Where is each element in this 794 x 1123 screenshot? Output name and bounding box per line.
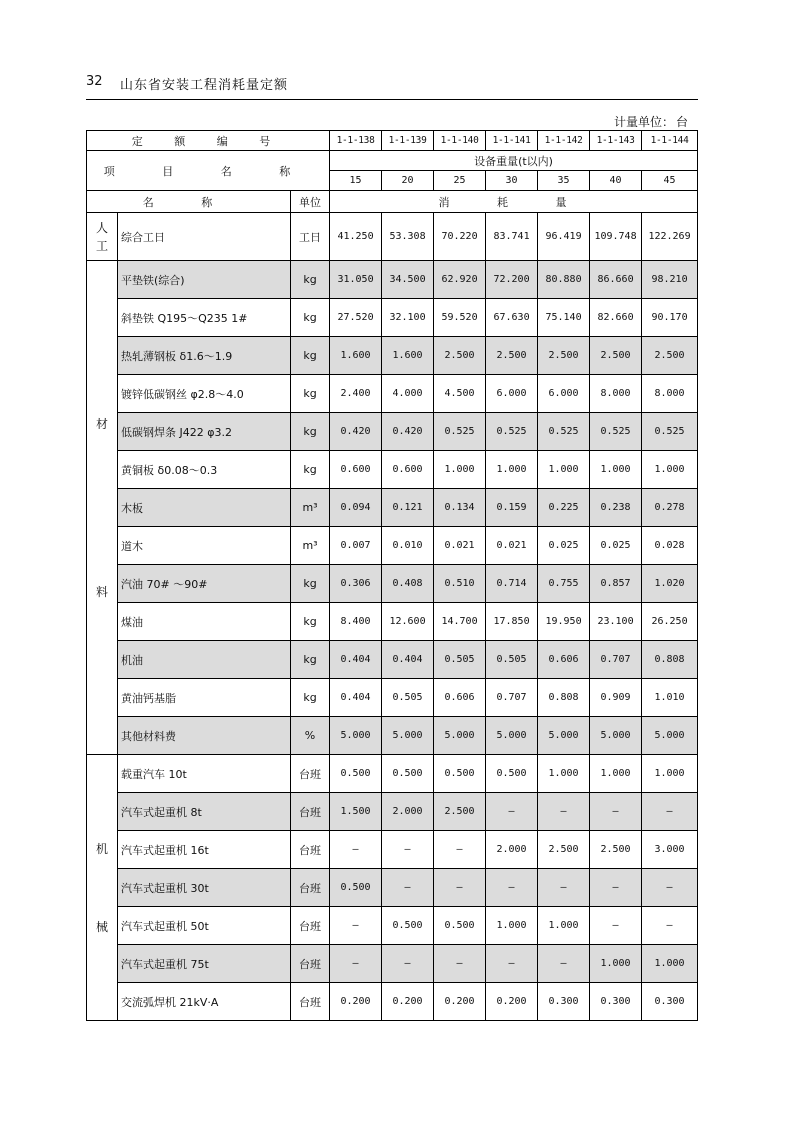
consumption-value: 122.269 <box>642 213 698 261</box>
consumption-value: 0.134 <box>434 489 486 527</box>
consumption-value: 96.419 <box>538 213 590 261</box>
consumption-header: 消 耗 量 <box>330 191 698 213</box>
consumption-value: — <box>434 869 486 907</box>
consumption-value: 1.500 <box>330 793 382 831</box>
consumption-value: 5.000 <box>486 717 538 755</box>
consumption-value: 0.225 <box>538 489 590 527</box>
unit-column-header: 单位 <box>291 191 330 213</box>
consumption-value: — <box>590 793 642 831</box>
book-title: 山东省安装工程消耗量定额 <box>120 78 289 93</box>
consumption-value: — <box>642 869 698 907</box>
consumption-value: 5.000 <box>538 717 590 755</box>
consumption-value: 8.000 <box>590 375 642 413</box>
consumption-value: 1.020 <box>642 565 698 603</box>
consumption-value: 1.000 <box>538 755 590 793</box>
resource-name: 机油 <box>118 641 291 679</box>
resource-unit: kg <box>291 603 330 641</box>
resource-name: 斜垫铁 Q195～Q235 1# <box>118 299 291 337</box>
consumption-value: 4.500 <box>434 375 486 413</box>
consumption-value: 0.300 <box>642 983 698 1021</box>
table-row <box>87 907 698 945</box>
resource-name: 汽车式起重机 30t <box>118 869 291 907</box>
resource-name: 汽车式起重机 75t <box>118 945 291 983</box>
resource-unit: 台班 <box>291 907 330 945</box>
resource-unit: m³ <box>291 527 330 565</box>
consumption-value: 0.505 <box>382 679 434 717</box>
consumption-value: 32.100 <box>382 299 434 337</box>
resource-unit: kg <box>291 299 330 337</box>
consumption-value: 75.140 <box>538 299 590 337</box>
machinery-category-char: 机 <box>95 841 108 856</box>
consumption-value: 1.000 <box>642 451 698 489</box>
consumption-value: 0.238 <box>590 489 642 527</box>
consumption-value: 2.500 <box>434 337 486 375</box>
resource-name: 煤油 <box>118 603 291 641</box>
quota-code: 1-1-138 <box>330 131 382 151</box>
consumption-value: 0.404 <box>330 641 382 679</box>
consumption-value: 0.021 <box>486 527 538 565</box>
consumption-value: 31.050 <box>330 261 382 299</box>
page-number: 32 <box>86 74 103 89</box>
consumption-value: 62.920 <box>434 261 486 299</box>
resource-name: 载重汽车 10t <box>118 755 291 793</box>
resource-name: 道木 <box>118 527 291 565</box>
consumption-value: 6.000 <box>538 375 590 413</box>
quota-code: 1-1-143 <box>590 131 642 151</box>
consumption-value: 0.500 <box>330 869 382 907</box>
consumption-value: 1.000 <box>486 907 538 945</box>
unit-label: 计量单位： <box>613 115 674 129</box>
consumption-value: — <box>486 945 538 983</box>
resource-unit: % <box>291 717 330 755</box>
consumption-value: 0.707 <box>590 641 642 679</box>
consumption-value: 72.200 <box>486 261 538 299</box>
resource-name: 汽油 70# ～90# <box>118 565 291 603</box>
consumption-value: — <box>382 869 434 907</box>
consumption-value: 0.408 <box>382 565 434 603</box>
consumption-value: 0.505 <box>434 641 486 679</box>
resource-unit: kg <box>291 375 330 413</box>
consumption-value: 67.630 <box>486 299 538 337</box>
consumption-value: 53.308 <box>382 213 434 261</box>
resource-unit: 台班 <box>291 869 330 907</box>
resource-unit: kg <box>291 451 330 489</box>
consumption-value: 2.400 <box>330 375 382 413</box>
table-row <box>87 565 698 603</box>
consumption-value: 0.500 <box>382 907 434 945</box>
consumption-value: 90.170 <box>642 299 698 337</box>
consumption-value: 0.028 <box>642 527 698 565</box>
consumption-value: 27.520 <box>330 299 382 337</box>
consumption-value: 0.200 <box>434 983 486 1021</box>
quota-code: 1-1-142 <box>538 131 590 151</box>
consumption-value: 1.000 <box>590 755 642 793</box>
consumption-value: 0.714 <box>486 565 538 603</box>
resource-unit: 台班 <box>291 793 330 831</box>
consumption-value: 0.525 <box>486 413 538 451</box>
consumption-value: 1.010 <box>642 679 698 717</box>
consumption-value: 0.159 <box>486 489 538 527</box>
table-row <box>87 261 698 299</box>
resource-unit: m³ <box>291 489 330 527</box>
consumption-value: 0.755 <box>538 565 590 603</box>
consumption-value: 98.210 <box>642 261 698 299</box>
consumption-value: — <box>538 869 590 907</box>
material-category <box>87 261 118 755</box>
consumption-value: 83.741 <box>486 213 538 261</box>
table-row <box>87 375 698 413</box>
header-rule <box>86 99 698 100</box>
consumption-value: — <box>590 907 642 945</box>
table-row <box>87 337 698 375</box>
weight-value: 45 <box>642 171 698 191</box>
consumption-value: 0.025 <box>590 527 642 565</box>
resource-unit: 台班 <box>291 755 330 793</box>
quota-code-header: 定 额 编 号 <box>87 131 330 151</box>
labor-category-char: 人 <box>95 220 108 235</box>
resource-unit: 工日 <box>291 213 330 261</box>
consumption-value: 19.950 <box>538 603 590 641</box>
consumption-value: 0.278 <box>642 489 698 527</box>
consumption-value: 2.500 <box>590 831 642 869</box>
weight-value: 30 <box>486 171 538 191</box>
weight-value: 35 <box>538 171 590 191</box>
consumption-value: 0.510 <box>434 565 486 603</box>
consumption-value: 0.500 <box>382 755 434 793</box>
quota-code: 1-1-139 <box>382 131 434 151</box>
consumption-value: 23.100 <box>590 603 642 641</box>
quota-table <box>86 130 698 1021</box>
consumption-value: 0.857 <box>590 565 642 603</box>
consumption-value: 2.500 <box>486 337 538 375</box>
consumption-value: 1.600 <box>330 337 382 375</box>
resource-unit: kg <box>291 413 330 451</box>
consumption-value: 2.500 <box>538 337 590 375</box>
consumption-value: 0.121 <box>382 489 434 527</box>
consumption-value: 14.700 <box>434 603 486 641</box>
consumption-value: 0.600 <box>330 451 382 489</box>
resource-name: 汽车式起重机 16t <box>118 831 291 869</box>
table-row <box>87 299 698 337</box>
consumption-value: 1.000 <box>642 755 698 793</box>
consumption-value: 1.000 <box>538 451 590 489</box>
consumption-value: 5.000 <box>642 717 698 755</box>
name-column-header: 名 称 <box>87 191 291 213</box>
resource-name: 综合工日 <box>118 213 291 261</box>
consumption-value: 0.420 <box>330 413 382 451</box>
consumption-value: 26.250 <box>642 603 698 641</box>
consumption-value: 2.500 <box>538 831 590 869</box>
resource-name: 低碳钢焊条 J422 φ3.2 <box>118 413 291 451</box>
consumption-value: 0.094 <box>330 489 382 527</box>
consumption-value: 34.500 <box>382 261 434 299</box>
consumption-value: 0.525 <box>434 413 486 451</box>
consumption-value: 3.000 <box>642 831 698 869</box>
consumption-value: 1.000 <box>642 945 698 983</box>
consumption-value: — <box>382 945 434 983</box>
resource-unit: 台班 <box>291 983 330 1021</box>
table-row <box>87 945 698 983</box>
consumption-value: — <box>434 945 486 983</box>
consumption-value: 12.600 <box>382 603 434 641</box>
consumption-value: 0.500 <box>330 755 382 793</box>
consumption-value: 0.525 <box>590 413 642 451</box>
labor-category <box>87 213 118 261</box>
consumption-value: 0.505 <box>486 641 538 679</box>
quota-code: 1-1-141 <box>486 131 538 151</box>
consumption-value: 5.000 <box>590 717 642 755</box>
consumption-value: 5.000 <box>382 717 434 755</box>
material-category-char: 材 <box>95 416 108 431</box>
consumption-value: 0.500 <box>486 755 538 793</box>
consumption-value: 1.000 <box>538 907 590 945</box>
consumption-value: 5.000 <box>330 717 382 755</box>
machinery-category <box>87 755 118 1021</box>
consumption-value: 0.300 <box>590 983 642 1021</box>
consumption-value: 0.420 <box>382 413 434 451</box>
labor-category-char: 工 <box>95 238 108 253</box>
resource-name: 黄油钙基脂 <box>118 679 291 717</box>
consumption-value: — <box>642 907 698 945</box>
resource-unit: kg <box>291 679 330 717</box>
consumption-value: 41.250 <box>330 213 382 261</box>
weight-header: 设备重量(t以内) <box>330 151 698 171</box>
consumption-value: 0.306 <box>330 565 382 603</box>
consumption-value: 80.880 <box>538 261 590 299</box>
table-row <box>87 983 698 1021</box>
consumption-value: 0.025 <box>538 527 590 565</box>
consumption-value: 0.021 <box>434 527 486 565</box>
consumption-value: — <box>486 793 538 831</box>
consumption-value: 1.000 <box>486 451 538 489</box>
consumption-value: — <box>590 869 642 907</box>
item-name-header: 项 目 名 称 <box>87 151 330 191</box>
consumption-value: 0.606 <box>434 679 486 717</box>
resource-name: 黄铜板 δ0.08～0.3 <box>118 451 291 489</box>
consumption-value: — <box>330 831 382 869</box>
consumption-value: 0.808 <box>538 679 590 717</box>
consumption-value: — <box>538 793 590 831</box>
table-row <box>87 831 698 869</box>
consumption-value: 1.000 <box>434 451 486 489</box>
consumption-value: 0.525 <box>538 413 590 451</box>
resource-unit: 台班 <box>291 945 330 983</box>
consumption-value: 0.404 <box>382 641 434 679</box>
consumption-value: 0.500 <box>434 755 486 793</box>
weight-value: 20 <box>382 171 434 191</box>
table-row <box>87 527 698 565</box>
consumption-value: 0.600 <box>382 451 434 489</box>
consumption-value: 0.808 <box>642 641 698 679</box>
resource-name: 热轧薄钢板 δ1.6～1.9 <box>118 337 291 375</box>
consumption-value: 8.400 <box>330 603 382 641</box>
resource-name: 平垫铁(综合) <box>118 261 291 299</box>
consumption-value: 0.010 <box>382 527 434 565</box>
consumption-value: 0.300 <box>538 983 590 1021</box>
table-row <box>87 679 698 717</box>
consumption-value: 4.000 <box>382 375 434 413</box>
weight-value: 40 <box>590 171 642 191</box>
resource-name: 交流弧焊机 21kV·A <box>118 983 291 1021</box>
resource-name: 木板 <box>118 489 291 527</box>
consumption-value: 0.200 <box>486 983 538 1021</box>
consumption-value: 6.000 <box>486 375 538 413</box>
quota-code: 1-1-144 <box>642 131 698 151</box>
table-row <box>87 603 698 641</box>
consumption-value: 2.500 <box>642 337 698 375</box>
consumption-value: 86.660 <box>590 261 642 299</box>
consumption-value: — <box>642 793 698 831</box>
consumption-value: — <box>330 945 382 983</box>
consumption-value: 2.000 <box>486 831 538 869</box>
resource-unit: kg <box>291 337 330 375</box>
resource-name: 汽车式起重机 8t <box>118 793 291 831</box>
resource-unit: kg <box>291 565 330 603</box>
consumption-value: — <box>538 945 590 983</box>
consumption-value: 1.000 <box>590 451 642 489</box>
resource-name: 其他材料费 <box>118 717 291 755</box>
consumption-value: 0.007 <box>330 527 382 565</box>
resource-unit: 台班 <box>291 831 330 869</box>
consumption-value: 2.000 <box>382 793 434 831</box>
consumption-value: 0.500 <box>434 907 486 945</box>
consumption-value: 0.525 <box>642 413 698 451</box>
machinery-category-char: 械 <box>95 919 108 934</box>
table-row <box>87 489 698 527</box>
consumption-value: 1.000 <box>590 945 642 983</box>
table-row <box>87 717 698 755</box>
consumption-value: — <box>382 831 434 869</box>
table-row <box>87 641 698 679</box>
consumption-value: 109.748 <box>590 213 642 261</box>
weight-value: 15 <box>330 171 382 191</box>
table-row <box>87 755 698 793</box>
consumption-value: 5.000 <box>434 717 486 755</box>
consumption-value: 0.200 <box>382 983 434 1021</box>
resource-name: 汽车式起重机 50t <box>118 907 291 945</box>
unit-value: 台 <box>675 115 688 129</box>
consumption-value: 0.404 <box>330 679 382 717</box>
resource-unit: kg <box>291 641 330 679</box>
consumption-value: 0.707 <box>486 679 538 717</box>
consumption-value: 17.850 <box>486 603 538 641</box>
consumption-value: 0.606 <box>538 641 590 679</box>
consumption-value: — <box>434 831 486 869</box>
consumption-value: 8.000 <box>642 375 698 413</box>
material-category-char: 料 <box>95 584 108 599</box>
consumption-value: 2.500 <box>590 337 642 375</box>
table-row <box>87 793 698 831</box>
weight-value: 25 <box>434 171 486 191</box>
consumption-value: 0.909 <box>590 679 642 717</box>
resource-name: 镀锌低碳钢丝 φ2.8～4.0 <box>118 375 291 413</box>
consumption-value: 1.600 <box>382 337 434 375</box>
consumption-value: 2.500 <box>434 793 486 831</box>
consumption-value: 0.200 <box>330 983 382 1021</box>
consumption-value: — <box>330 907 382 945</box>
resource-unit: kg <box>291 261 330 299</box>
table-row <box>87 451 698 489</box>
unit-note <box>612 113 688 130</box>
consumption-value: 70.220 <box>434 213 486 261</box>
table-row <box>87 413 698 451</box>
table-row <box>87 213 698 261</box>
consumption-value: 59.520 <box>434 299 486 337</box>
table-row <box>87 869 698 907</box>
consumption-value: — <box>486 869 538 907</box>
consumption-value: 82.660 <box>590 299 642 337</box>
quota-code: 1-1-140 <box>434 131 486 151</box>
